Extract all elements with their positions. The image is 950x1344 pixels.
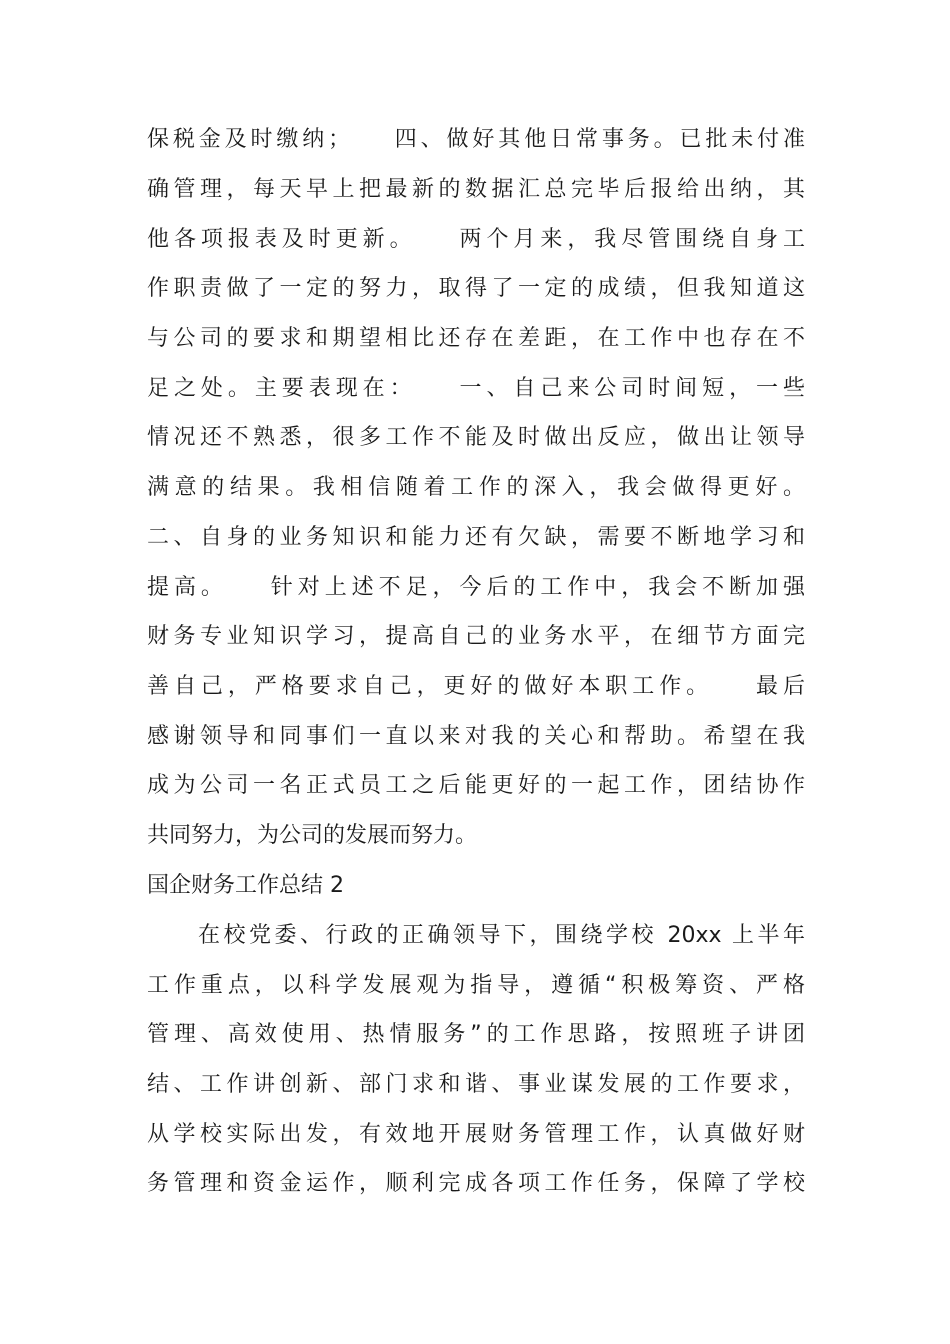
paragraph-line: 结、工作讲创新、部门求和谐、事业谋发展的工作要求， (147, 1072, 805, 1097)
paragraph-line: 满意的结果。我相信随着工作的深入，我会做得更好。 (147, 475, 805, 500)
paragraph-line: 提高。 针对上述不足，今后的工作中，我会不断加强 (147, 575, 805, 600)
paragraph-line: 确管理，每天早上把最新的数据汇总完毕后报给出纳，其 (147, 177, 805, 202)
paragraph-line: 工作重点，以科学发展观为指导，遵循“积极筹资、严格 (147, 973, 805, 998)
paragraph-line: 二、自身的业务知识和能力还有欠缺，需要不断地学习和 (147, 525, 805, 550)
section-heading: 国企财务工作总结 2 (147, 873, 344, 898)
paragraph-line: 从学校实际出发，有效地开展财务管理工作，认真做好财 (147, 1122, 805, 1147)
paragraph-line: 善自己，严格要求自己，更好的做好本职工作。 最后 (147, 674, 805, 699)
paragraph-line: 财务专业知识学习，提高自己的业务水平，在细节方面完 (147, 624, 805, 649)
paragraph-line: 与公司的要求和期望相比还存在差距，在工作中也存在不 (147, 326, 805, 351)
paragraph-line: 共同努力，为公司的发展而努力。 (147, 823, 478, 848)
paragraph-line: 作职责做了一定的努力，取得了一定的成绩，但我知道这 (147, 276, 805, 301)
paragraph-line: 感谢领导和同事们一直以来对我的关心和帮助。希望在我 (147, 724, 805, 749)
paragraph-line: 他各项报表及时更新。 两个月来，我尽管围绕自身工 (147, 227, 805, 252)
paragraph-line: 管理、高效使用、热情服务”的工作思路，按照班子讲团 (147, 1022, 805, 1047)
paragraph-line: 在校党委、行政的正确领导下，围绕学校 20xx 上半年 (147, 923, 805, 948)
paragraph-line: 务管理和资金运作，顺利完成各项工作任务，保障了学校 (147, 1171, 805, 1196)
paragraph-line: 保税金及时缴纳； 四、做好其他日常事务。已批未付准 (147, 127, 805, 152)
paragraph-line: 成为公司一名正式员工之后能更好的一起工作，团结协作 (147, 773, 805, 798)
paragraph-line: 足之处。主要表现在： 一、自己来公司时间短，一些 (147, 376, 805, 401)
paragraph-line: 情况还不熟悉，很多工作不能及时做出反应，做出让领导 (147, 425, 805, 450)
